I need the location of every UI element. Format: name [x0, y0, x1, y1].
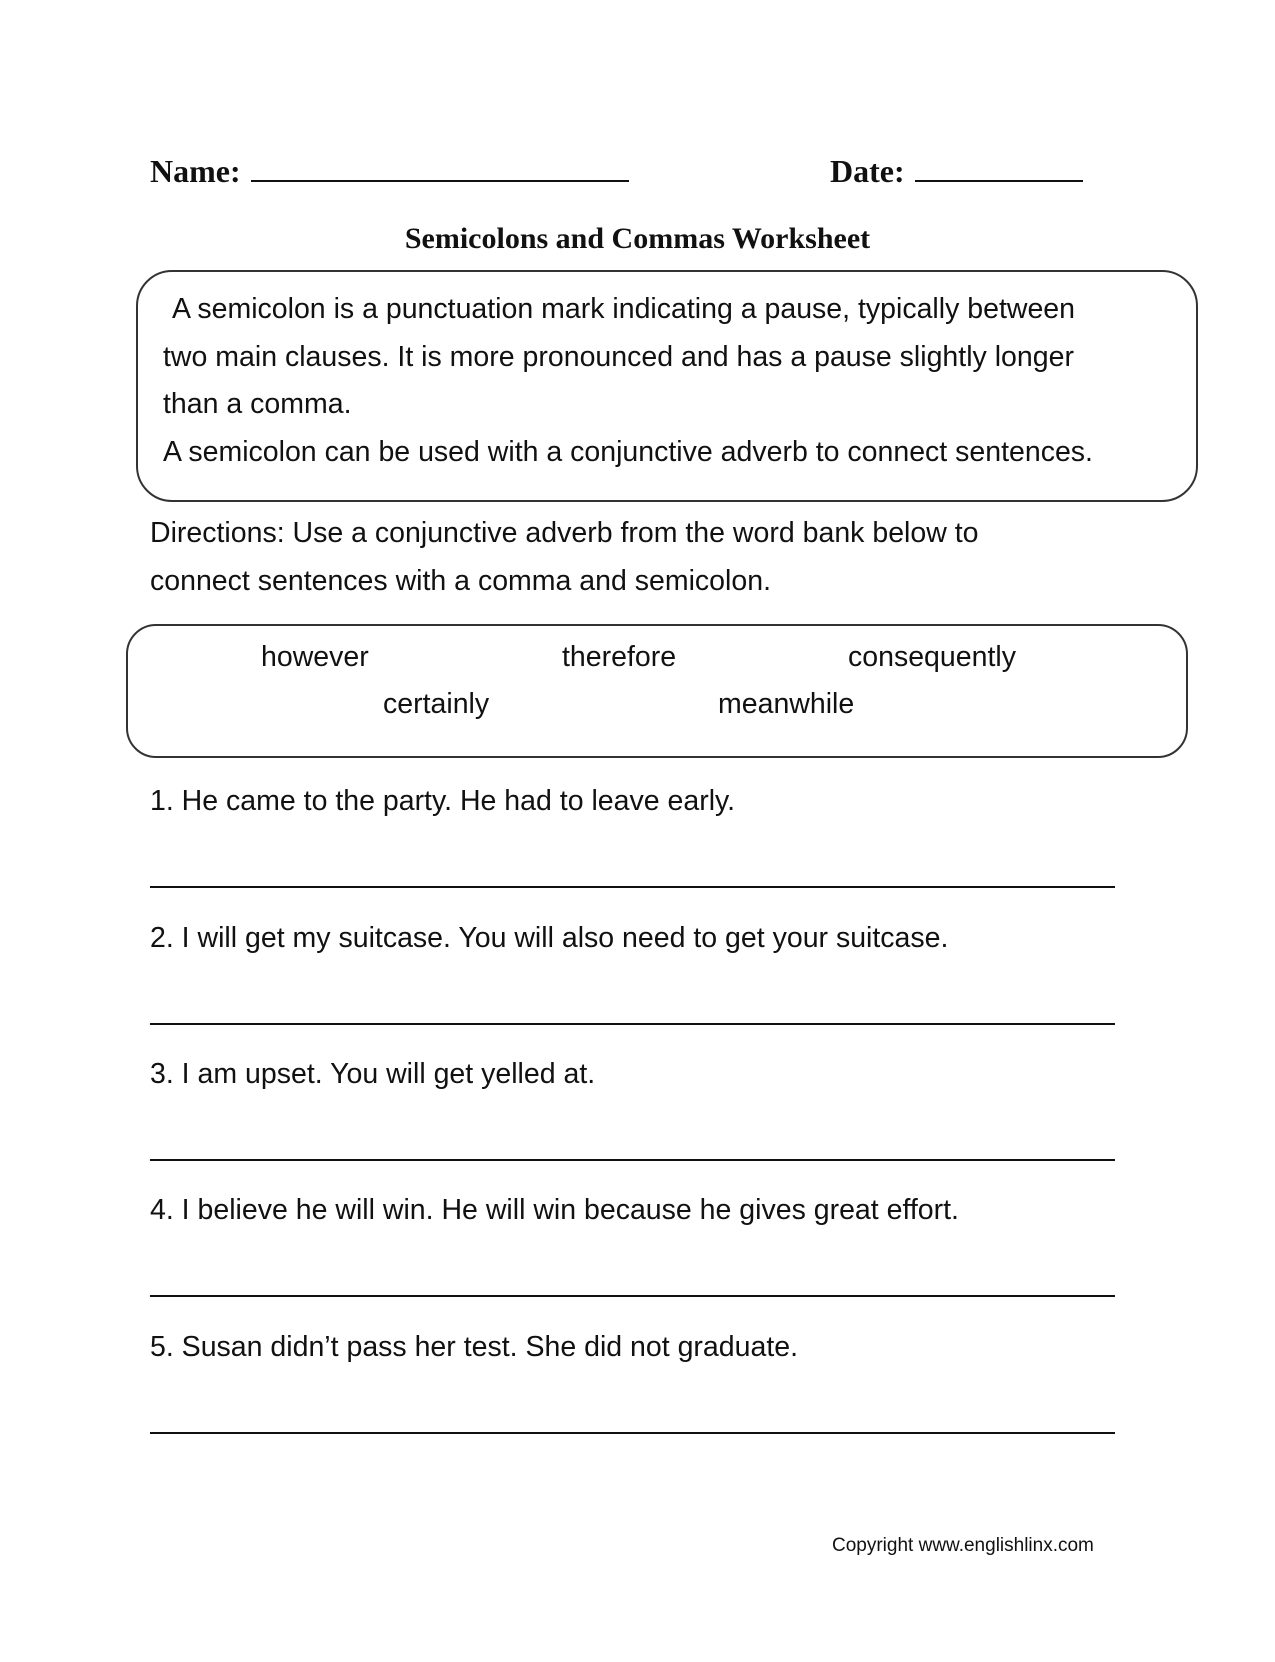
answer-line-1[interactable]	[150, 886, 1115, 888]
word-bank-item: consequently	[848, 641, 1016, 673]
date-label: Date:	[830, 153, 905, 189]
definition-text	[163, 286, 1193, 476]
word-bank-item: however	[261, 641, 369, 673]
definition-line-2: two main clauses. It is more pronounced and has a pause slightly longer	[163, 340, 1074, 373]
answer-line-3[interactable]	[150, 1159, 1115, 1161]
question-3: 3. I am upset. You will get yelled at.	[150, 1058, 596, 1090]
date-blank[interactable]	[915, 152, 1083, 182]
definition-line-1: A semicolon is a punctuation mark indicating a pause, typically between	[172, 293, 1076, 325]
question-1: 1. He came to the party. He had to leave early.	[150, 785, 736, 817]
date-field[interactable]	[830, 152, 1083, 190]
name-field[interactable]	[150, 152, 629, 190]
worksheet-title: Semicolons and Commas Worksheet	[404, 222, 871, 255]
definition-line-4: A semicolon can be used with a conjunctive adverb to connect sentences.	[163, 435, 1093, 468]
question-4: 4. I believe he will win. He will win because he gives great effort.	[150, 1194, 959, 1226]
directions	[150, 510, 1190, 605]
directions-line-2: connect sentences with a comma and semicolon.	[150, 564, 771, 597]
name-blank[interactable]	[251, 152, 629, 182]
definition-line-3: than a comma.	[163, 388, 352, 420]
word-bank-item: certainly	[383, 688, 490, 720]
question-5: 5. Susan didn’t pass her test. She did not graduate.	[150, 1331, 799, 1363]
name-label: Name:	[150, 153, 241, 189]
word-bank-item: meanwhile	[718, 688, 855, 720]
copyright-notice: Copyright www.englishlinx.com	[832, 1535, 1094, 1556]
answer-line-5[interactable]	[150, 1432, 1115, 1434]
answer-line-4[interactable]	[150, 1295, 1115, 1297]
directions-line-1: Directions: Use a conjunctive adverb from the word bank below to	[150, 517, 979, 549]
question-2: 2. I will get my suitcase. You will also need to get your suitcase.	[150, 922, 949, 954]
answer-line-2[interactable]	[150, 1023, 1115, 1025]
word-bank-item: therefore	[562, 641, 677, 673]
